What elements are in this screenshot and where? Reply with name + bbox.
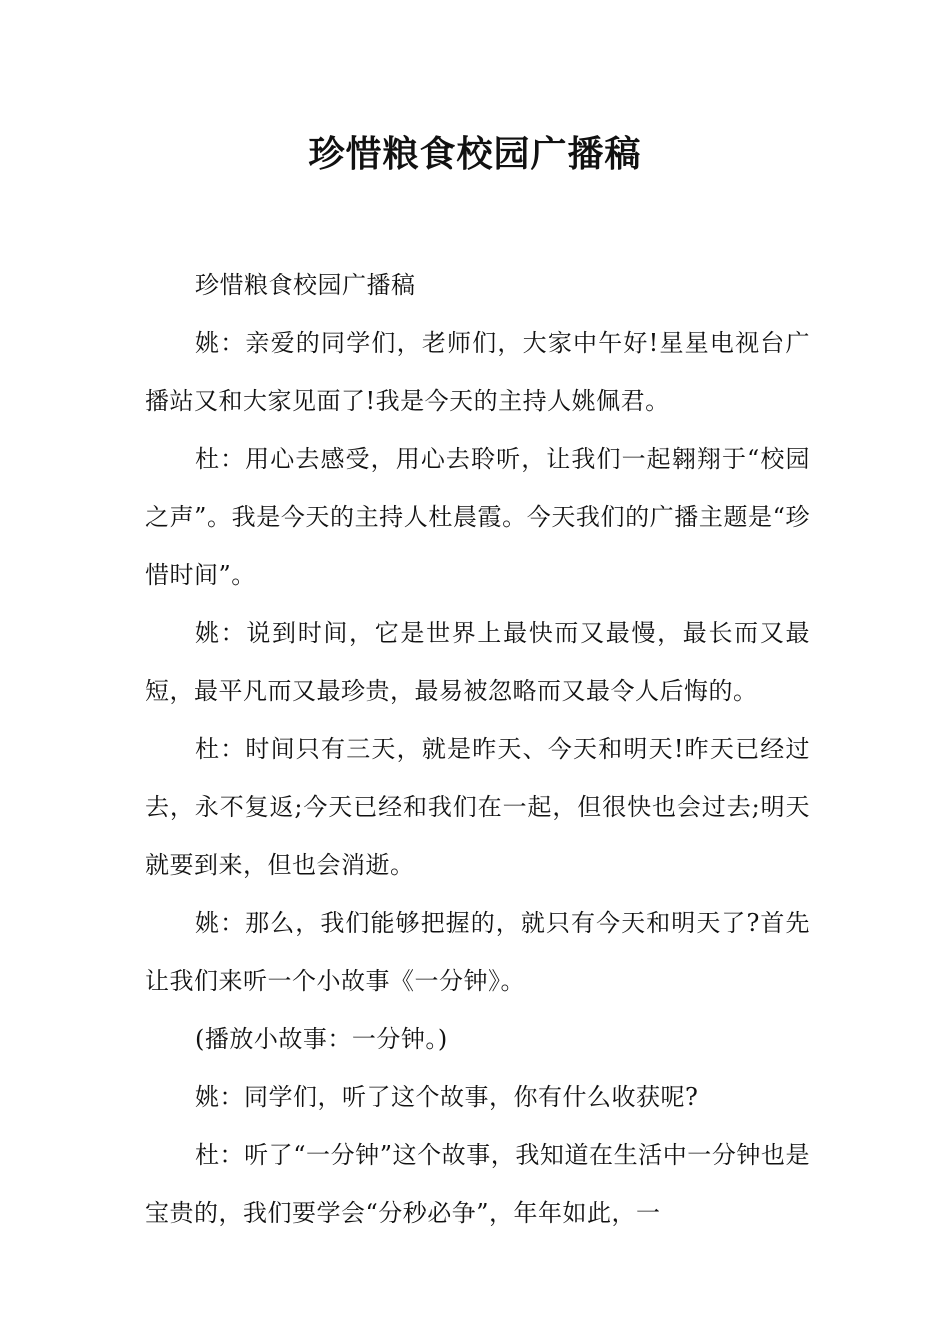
paragraph: (播放小故事：一分钟。): [195, 1025, 448, 1053]
document-body: [145, 256, 810, 1242]
paragraph: 姚：那么，我们能够把握的，就只有今天和明天了?首先让我们来听一个小故事《一分钟》。: [145, 909, 810, 995]
paragraph: 杜：用心去感受，用心去聆听，让我们一起翱翔于“校园之声”。我是今天的主持人杜晨霞。今天我们的广播主题是“珍惜时间”。: [145, 445, 810, 589]
document-title: 珍惜粮食校园广播稿: [308, 133, 642, 175]
paragraph: 杜：听了“一分钟”这个故事，我知道在生活中一分钟也是宝贵的，我们要学会“分秒必争”，年年如此，一: [145, 1141, 810, 1227]
paragraph: 姚：同学们，听了这个故事，你有什么收获呢?: [195, 1083, 699, 1111]
paragraph: 杜：时间只有三天，就是昨天、今天和明天!昨天已经过去，永不复返;今天已经和我们在一起，但很快也会过去;明天就要到来，但也会消逝。: [145, 735, 810, 879]
paragraph: 姚：说到时间，它是世界上最快而又最慢，最长而又最短，最平凡而又最珍贵，最易被忽略而又最令人后悔的。: [145, 619, 810, 705]
paragraph: 姚：亲爱的同学们，老师们，大家中午好!星星电视台广播站又和大家见面了!我是今天的主持人姚佩君。: [145, 329, 810, 415]
paragraph-subtitle: 珍惜粮食校园广播稿: [195, 271, 416, 299]
